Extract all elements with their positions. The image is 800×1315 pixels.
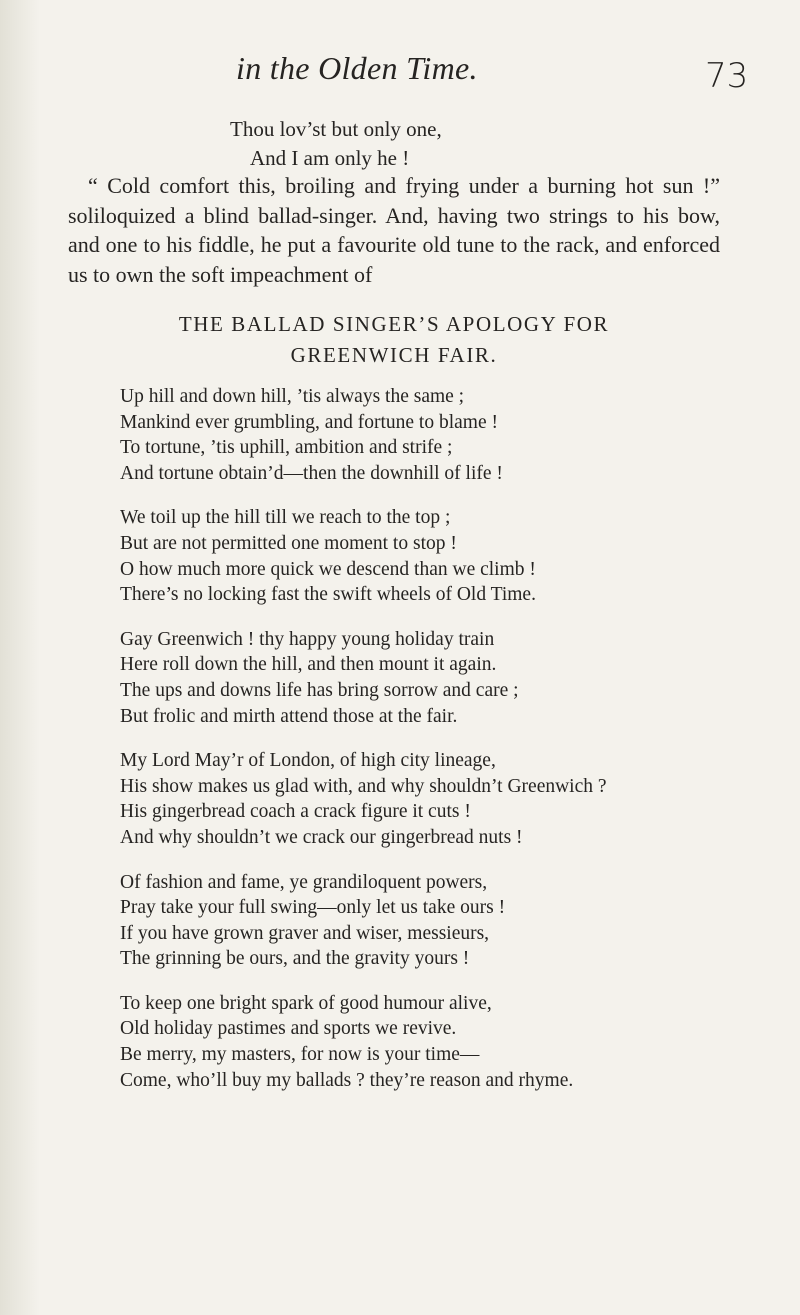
stanza: [120, 627, 607, 729]
ballad-title-line-2: GREENWICH FAIR.: [290, 343, 498, 367]
verse-line: The ups and downs life has bring sorrow and care ;: [120, 679, 519, 701]
verse-line: Gay Greenwich ! thy happy young holiday train: [120, 628, 495, 650]
verse-line: And tortune obtain’d—then the downhill of life !: [120, 462, 503, 484]
verse-line: To tortune, ’tis uphill, ambition and strife ;: [120, 437, 453, 459]
stanza: [120, 870, 607, 972]
verse-line: And why shouldn’t we crack our gingerbread nuts !: [120, 826, 523, 848]
verse-line: Pray take your full swing—only let us take ours !: [120, 897, 506, 919]
verse-line: Of fashion and fame, ye grandiloquent powers,: [120, 871, 488, 893]
stanza: [120, 991, 607, 1093]
verse-line: Up hill and down hill, ’tis always the same ;: [120, 386, 465, 407]
verse-line: My Lord May’r of London, of high city lineage,: [120, 750, 496, 772]
verse-line: O how much more quick we descend than we climb !: [120, 558, 536, 580]
stanza: [120, 505, 607, 607]
page-number: 73: [705, 56, 749, 96]
verse-line: Here roll down the hill, and then mount it again.: [120, 654, 497, 676]
verse-line: But frolic and mirth attend those at the fair.: [120, 705, 458, 727]
prose-text: “ Cold comfort this, broiling and frying under a burning hot sun !” soliloquized a blind ballad-singer. And, having two strings to his bow, and one to his fiddle, he put a favourite old tune to the rack, and enforced us to own the soft impeachment of: [68, 173, 720, 287]
verse-line: His show makes us glad with, and why shouldn’t Greenwich ?: [120, 775, 607, 797]
ballad-verses: [120, 384, 607, 1112]
epigraph: [230, 115, 442, 173]
stanza: [120, 748, 607, 850]
verse-line: His gingerbread coach a crack figure it cuts !: [120, 801, 471, 823]
verse-line: We toil up the hill till we reach to the top ;: [120, 507, 451, 529]
epigraph-line: Thou lov’st but only one,: [230, 117, 442, 141]
running-head: in the Olden Time.: [236, 50, 478, 86]
verse-line: If you have grown graver and wiser, messieurs,: [120, 922, 490, 944]
epigraph-line: And I am only he !: [250, 146, 410, 170]
stanza: [120, 384, 607, 486]
verse-line: Be merry, my masters, for now is your time—: [120, 1044, 480, 1066]
verse-line: The grinning be ours, and the gravity yours !: [120, 948, 470, 970]
verse-line: But are not permitted one moment to stop !: [120, 532, 457, 554]
ballad-title: [68, 309, 720, 371]
verse-line: Mankind ever grumbling, and fortune to blame !: [120, 411, 498, 433]
prose-paragraph: [68, 171, 720, 289]
ballad-title-line-1: THE BALLAD SINGER’S APOLOGY FOR: [178, 312, 610, 336]
verse-line: To keep one bright spark of good humour alive,: [120, 992, 492, 1014]
verse-line: Come, who’ll buy my ballads ? they’re reason and rhyme.: [120, 1069, 574, 1091]
verse-line: Old holiday pastimes and sports we revive.: [120, 1018, 457, 1040]
verse-line: There’s no locking fast the swift wheels of Old Time.: [120, 584, 536, 606]
